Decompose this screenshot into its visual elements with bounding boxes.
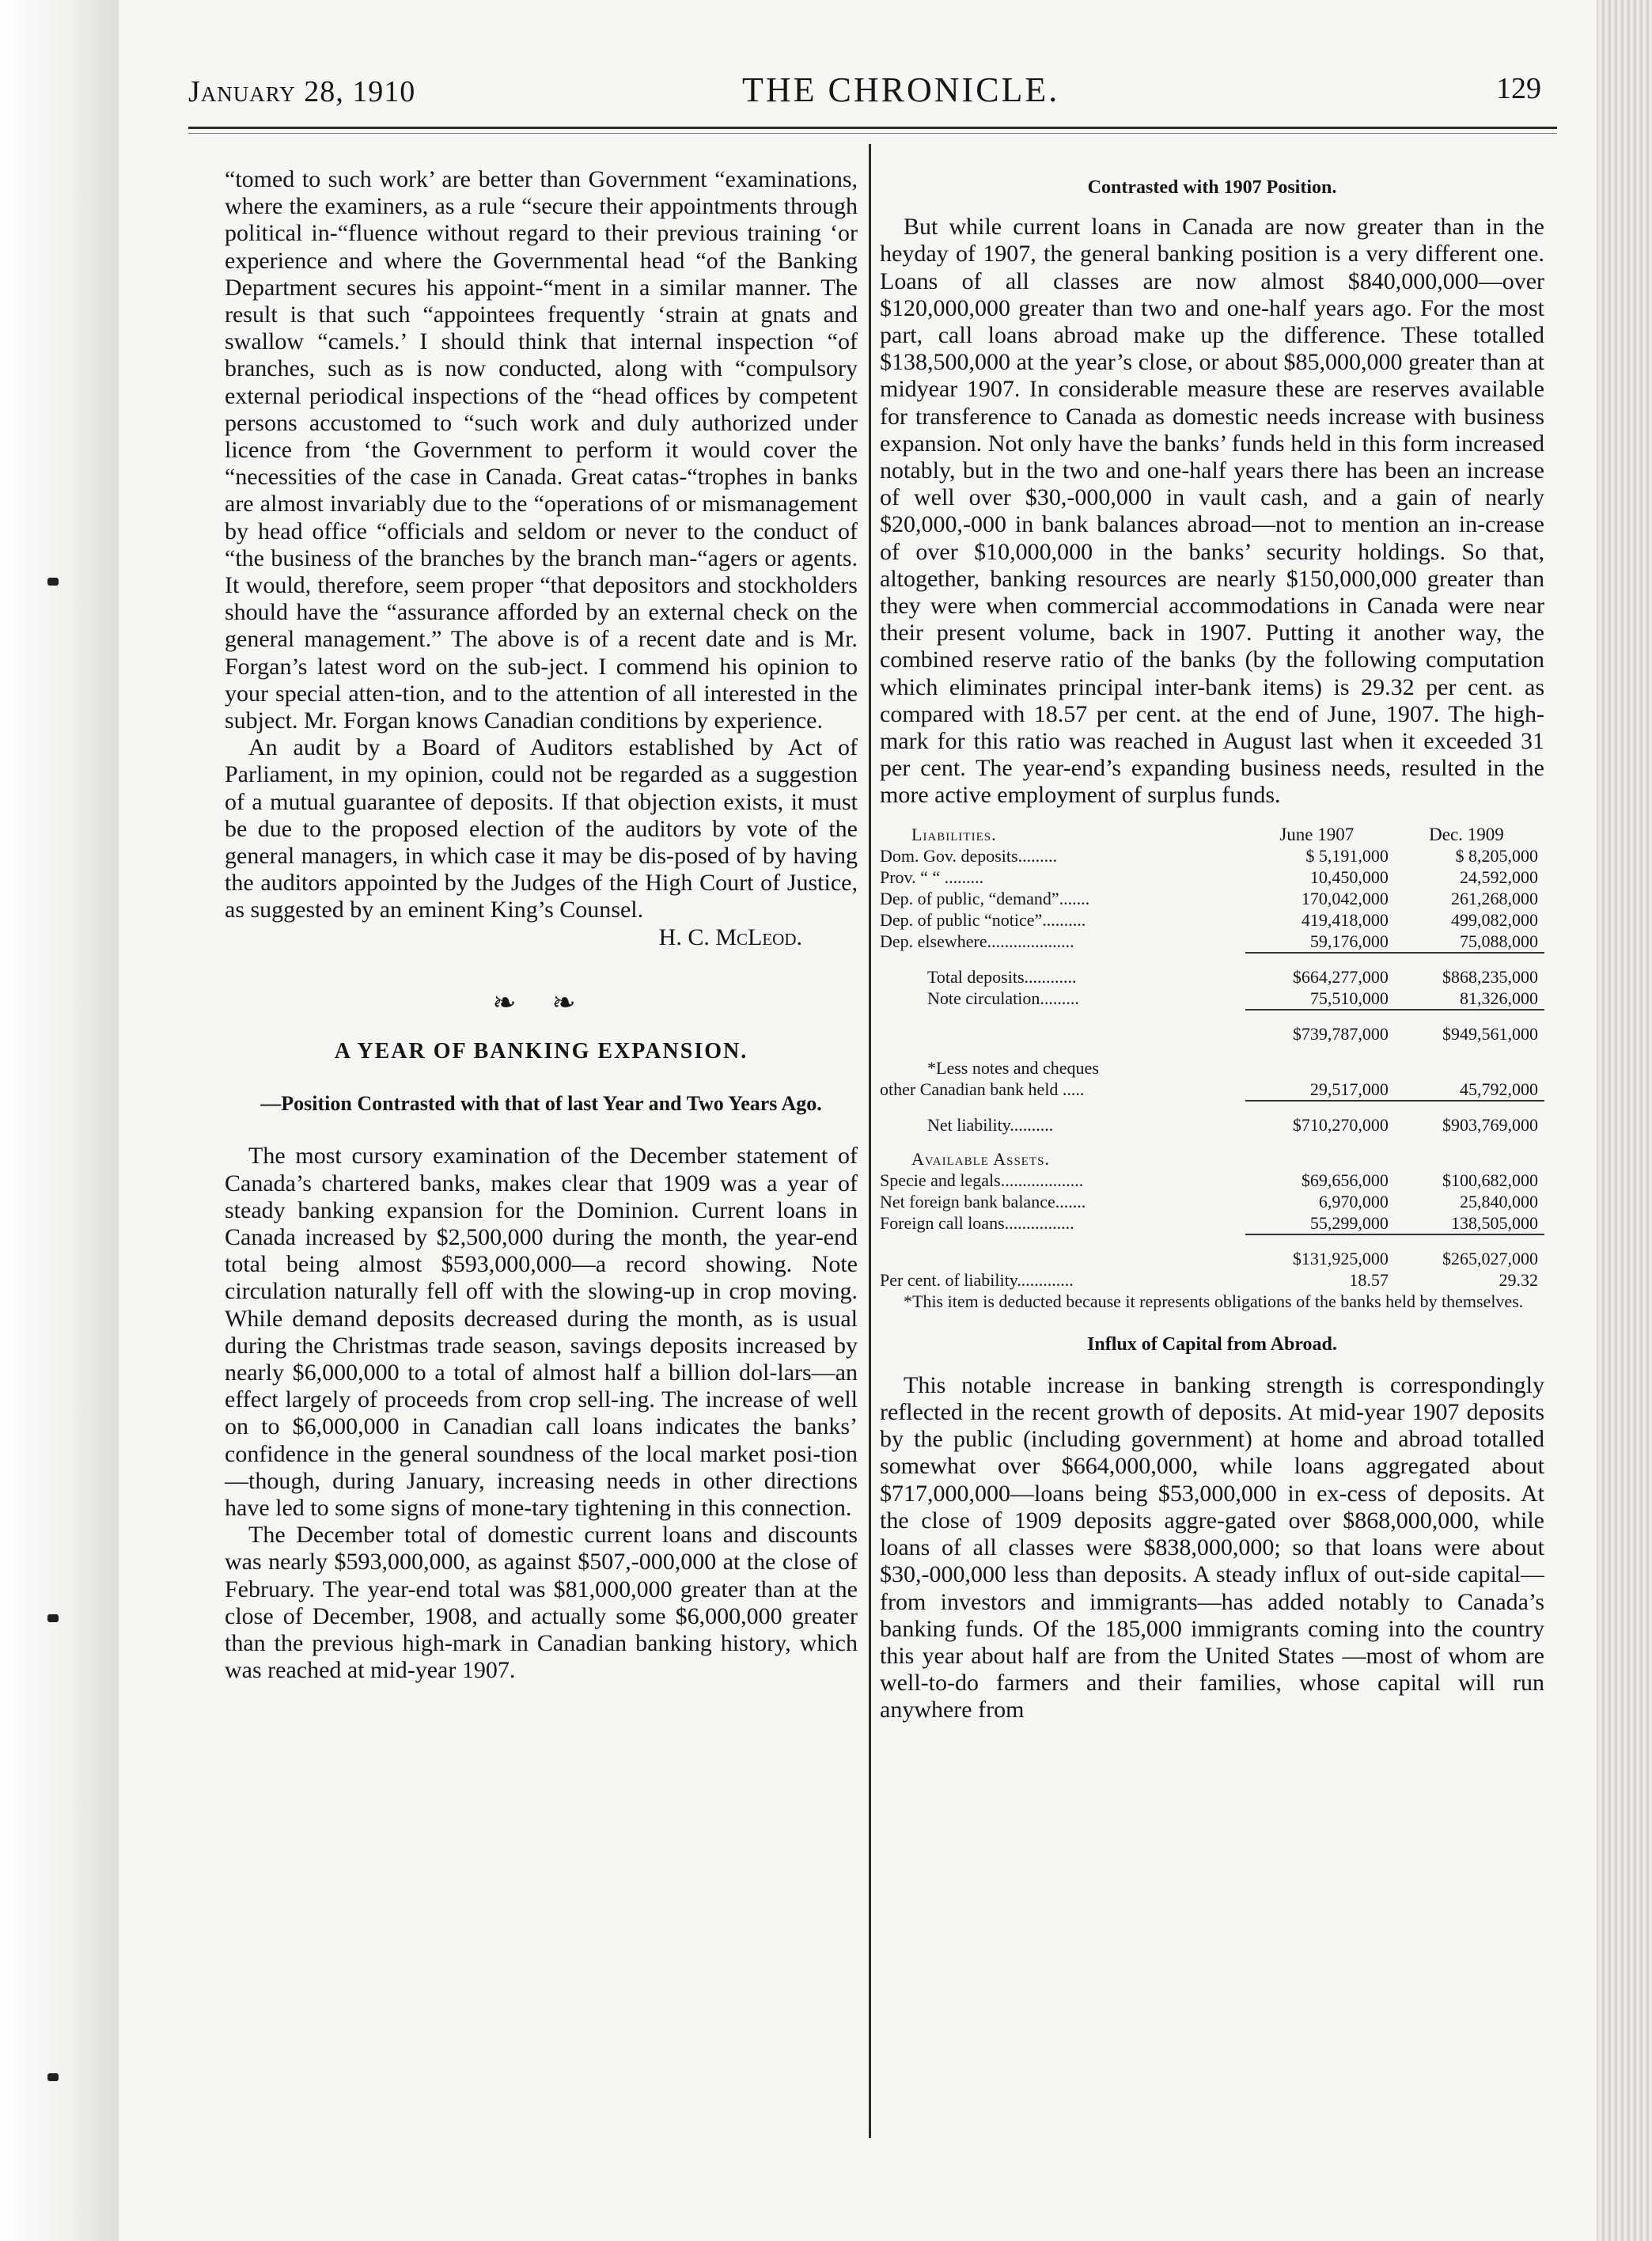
table-row — [880, 845, 1544, 866]
table-row — [880, 1191, 1544, 1212]
table-row — [880, 1023, 1544, 1045]
value-june-1907: $131,925,000 — [1292, 1248, 1389, 1268]
value-dec-1909: $868,235,000 — [1442, 966, 1538, 987]
author-signature: H. C. McLeod. — [658, 923, 802, 950]
page-gutter-shadow — [0, 0, 119, 2241]
value-dec-1909: 499,082,000 — [1451, 909, 1538, 930]
row-label: Foreign call loans................ — [880, 1212, 1074, 1233]
section-ornament: ❧ ❧ — [492, 986, 590, 1018]
table-footnote: *This item is deducted because it represents obligations of the banks held by themselves. — [904, 1291, 1524, 1311]
value-dec-1909: $265,027,000 — [1442, 1248, 1538, 1268]
value-june-1907: 29,517,000 — [1309, 1079, 1389, 1099]
table-row — [880, 931, 1544, 953]
value-dec-1909: $903,769,000 — [1442, 1114, 1538, 1135]
table-row — [880, 909, 1544, 931]
value-dec-1909: 24,592,000 — [1460, 866, 1538, 887]
body-paragraph: But while current loans in Canada are now greater than in the heyday of 1907, the general banking position is a very different one. Loans of all classes are now almost $840,000,000—over $120,000,000 greater than two and one-half years ago. For the most part, call loans abroad make up the difference. These totalled $138,500,000 at the year’s close, or about $85,000,000 greater than at midyear 1907. In considerable measure these are reserves available for transference to Canada as domestic needs increase with business expansion. Not only have the banks’ funds held in this form increased notably, but in the two and one-half years there has been an increase of well over $30,-000,000 in vault cash, and a gain of nearly $20,000,-000 in bank balances abroad—not to mention an in-crease of over $10,000,000 in the banks’ security holdings. So that, altogether, banking resources are nearly $150,000,000 greater than they were when commercial accommodations in Canada were near their present volume, back in 1907. Putting it another way, the combined reserve ratio of the banks (by the following computation which eliminates principal inter-bank items) is 29.32 per cent. as compared with 18.57 per cent. at the end of June, 1907. The high-mark for this ratio was reached in August last when it exceeded 31 per cent. The year-end’s expanding business needs, resulted in the more active employment of surplus funds. — [880, 214, 1544, 809]
value-june-1907: 55,299,000 — [1309, 1212, 1389, 1233]
value-dec-1909: $ 8,205,000 — [1455, 845, 1538, 866]
table-row — [880, 1212, 1544, 1234]
value-dec-1909: 81,326,000 — [1460, 988, 1538, 1008]
right-column — [880, 174, 1544, 1724]
body-paragraph: “tomed to such work’ are better than Government “examinations, where the examiners, as a rule “secure their appointments through political in-“fluence without regard to their previous training ‘or experience and where the Governmental head “of the Banking Department secures his appoint-“ment in a similar manner. The result is that such “appointees frequently ‘strain at gnats and swallow “camels.’ I should think that internal inspection “of branches, such as is now conducted, along with “compulsory external periodical inspections of the “head offices by competent persons accustomed to “such work and duly authorized under licence from ‘the Government to perform it would cover the “necessities of the case in Canada. Great catas-“trophes in banks are almost invariably due to the “operations of or mismanagement by head office “officials and seldom or never to the conduct of “the business of the branches by the branch man-“agers or agents. It would, therefore, seem proper “that depositors and stockholders should have the “assurance afforded by an external check on the general management.” The above is of a recent date and is Mr. Forgan’s latest word on the sub-ject. I commend his opinion to your special atten-tion, and to the attention of all interested in the subject. Mr. Forgan knows Canadian conditions by experience. — [225, 166, 858, 734]
value-dec-1909: $100,682,000 — [1442, 1170, 1538, 1190]
row-label: Total deposits............ — [927, 966, 1077, 987]
table-row — [880, 1079, 1544, 1101]
table-row — [880, 1248, 1544, 1269]
column-divider — [869, 144, 871, 2138]
row-label: Net liability.......... — [927, 1114, 1054, 1135]
body-paragraph: The most cursory examination of the December statement of Canada’s chartered banks, makes clear that 1909 was a year of steady banking expansion for the Dominion. Current loans in Canada increased by $2,500,000 during the month, the year-end total being almost $593,000,000—a record showing. Note circulation naturally fell off with the slowing-up in crop moving. While demand deposits decreased during the month, as is usual during the Christmas trade season, savings deposits increased by nearly $6,000,000 to a total of almost half a billion dol-lars—an effect largely of proceeds from crop sell-ing. The increase of well on to $6,000,000 in Canadian call loans indicates the banks’ confidence in the general soundness of the local market posi-tion—though, during January, increasing needs in other directions have led to some signs of mone-tary tightening in this connection. — [225, 1143, 858, 1521]
row-label: Prov. “ “ ......... — [880, 866, 984, 887]
value-dec-1909: 29.32 — [1499, 1269, 1538, 1290]
value-june-1907: $ 5,191,000 — [1305, 845, 1389, 866]
value-june-1907: $664,277,000 — [1292, 966, 1389, 987]
value-june-1907: 18.57 — [1349, 1269, 1389, 1290]
body-paragraph: An audit by a Board of Auditors established by Act of Parliament, in my opinion, could not be regarded as a suggestion of a mutual guarantee of deposits. If that objection exists, it must be due to the proposed election of the auditors by vote of the general managers, in which case it may be dis-posed of by having the auditors appointed by the Judges of the High Court of Justice, as suggested by an eminent King’s Counsel. — [225, 734, 858, 923]
section-heading: Contrasted with 1907 Position. — [1087, 177, 1337, 198]
value-june-1907: 59,176,000 — [1309, 931, 1389, 951]
row-label: Note circulation......... — [927, 988, 1079, 1008]
body-paragraph: The December total of domestic current loans and discounts was nearly $593,000,000, as against $507,-000,000 at the close of February. The year-end total was $81,000,000 greater than at the close of December, 1908, and actually some $6,000,000 greater than the previous high-mark in Canadian banking history, which was reached at mid-year 1907. — [225, 1522, 858, 1684]
header-rule-thin — [188, 133, 1557, 134]
value-june-1907: 75,510,000 — [1309, 988, 1389, 1008]
header-rule — [188, 127, 1557, 129]
table-row — [880, 1114, 1544, 1136]
table-row — [880, 1057, 1544, 1079]
table-row — [880, 966, 1544, 988]
running-header — [188, 70, 1557, 117]
table-row — [880, 1170, 1544, 1191]
row-label: Dep. of public “notice”.......... — [880, 909, 1086, 930]
row-label: Per cent. of liability............. — [880, 1269, 1074, 1290]
table-column-header: Dec. 1909 — [1429, 824, 1504, 844]
row-label: *Less notes and cheques — [927, 1057, 1099, 1078]
binding-mark — [47, 578, 59, 586]
table-group-label: Available Assets. — [911, 1148, 1050, 1169]
value-dec-1909: 45,792,000 — [1460, 1079, 1538, 1099]
value-dec-1909: 75,088,000 — [1460, 931, 1538, 951]
value-june-1907: 10,450,000 — [1309, 866, 1389, 887]
table-group-label: Liabilities. — [911, 824, 997, 844]
body-paragraph: This notable increase in banking strength is correspondingly reflected in the recent growth of deposits. At mid-year 1907 deposits by the public (including government) at home and abroad totalled somewhat over $664,000,000, while loans aggregated about $717,000,000—loans being $53,000,000 in ex-cess of deposits. At the close of 1909 deposits aggre-gated over $868,000,000, while loans of all classes were $838,000,000; so that loans were about $30,-000,000 less than deposits. A steady influx of out-side capital—from investors and immigrants—has added notably to Canada’s banking funds. Of the 185,000 immigrants coming into the country this year about half are from the United States —most of whom are well-to-do farmers and their families, whose capital will run anywhere from — [880, 1371, 1544, 1723]
section-heading: Influx of Capital from Abroad. — [1087, 1333, 1337, 1355]
value-june-1907: 170,042,000 — [1301, 888, 1389, 908]
table-row — [880, 888, 1544, 909]
table-row — [880, 988, 1544, 1010]
row-label: Dep. elsewhere.................... — [880, 931, 1074, 951]
page-number: 129 — [1496, 72, 1541, 105]
publication-title: THE CHRONICLE. — [742, 70, 1060, 109]
value-dec-1909: 261,268,000 — [1451, 888, 1538, 908]
left-column — [225, 166, 858, 1684]
book-page-edges — [1597, 0, 1652, 2241]
binding-mark — [47, 1614, 59, 1622]
table-row — [880, 866, 1544, 888]
binding-mark — [47, 2073, 59, 2081]
row-label: Dom. Gov. deposits......... — [880, 845, 1058, 866]
header-date: January 28, 1910 — [188, 75, 416, 108]
value-june-1907: $69,656,000 — [1301, 1170, 1389, 1190]
article-title: A YEAR OF BANKING EXPANSION. — [334, 1039, 748, 1064]
value-dec-1909: 138,505,000 — [1451, 1212, 1538, 1233]
row-label: Net foreign bank balance....... — [880, 1191, 1086, 1212]
table-column-header: June 1907 — [1279, 824, 1355, 844]
value-june-1907: $739,787,000 — [1292, 1023, 1389, 1044]
banking-statement-table — [880, 824, 1544, 1291]
value-june-1907: 419,418,000 — [1301, 909, 1389, 930]
table-row — [880, 1269, 1544, 1291]
row-label: other Canadian bank held ..... — [880, 1079, 1085, 1099]
row-label: Specie and legals................... — [880, 1170, 1084, 1190]
row-label: Dep. of public, “demand”....... — [880, 888, 1090, 908]
value-june-1907: 6,970,000 — [1318, 1191, 1389, 1212]
article-subtitle: —Position Contrasted with that of last Year and Two Years Ago. — [260, 1092, 822, 1116]
value-dec-1909: $949,561,000 — [1442, 1023, 1538, 1044]
value-june-1907: $710,270,000 — [1292, 1114, 1389, 1135]
value-dec-1909: 25,840,000 — [1460, 1191, 1538, 1212]
